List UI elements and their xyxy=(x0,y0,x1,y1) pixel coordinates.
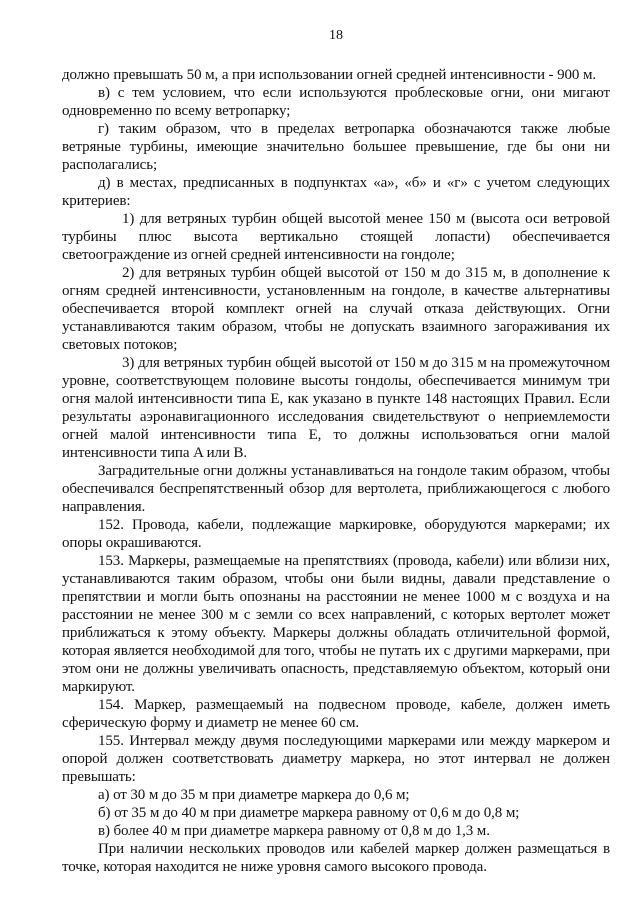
paragraph-clause-155: 155. Интервал между двумя последующими маркерами или между маркером и опорой должен соответствовать диаметру маркера, но этот интервал не должен превышать: xyxy=(62,733,610,785)
paragraph-clause-154: 154. Маркер, размещаемый на подвесном проводе, кабеле, должен иметь сферическую форму и диаметр не менее 60 см. xyxy=(62,697,610,731)
paragraph-item-d: д) в местах, предписанных в подпунктах «а», «б» и «г» с учетом следующих критериев: xyxy=(62,175,610,209)
paragraph-continuation: должно превышать 50 м, а при использовании огней средней интенсивности - 900 м. xyxy=(62,67,596,83)
document-body xyxy=(62,66,610,876)
paragraph-clause-152: 152. Провода, кабели, подлежащие маркировке, оборудуются маркерами; их опоры окрашиваются. xyxy=(62,517,610,551)
paragraph-subitem-3: 3) для ветряных турбин общей высотой от 150 м до 315 м на промежуточном уровне, соответствующем половине высоты гондолы, обеспечивается минимум три огня малой интенсивности типа E, как указано в пункте 148 настоящих Правил. Если результаты аэронавигационного исследования свидетельствуют о неприемлемости огней малой интенсивности типа E, то должны использоваться огни малой интенсивности типа A или B. xyxy=(62,355,610,461)
paragraph-item-v: в) с тем условием, что если используются проблесковые огни, они мигают одновременно по всему ветропарку; xyxy=(62,85,610,119)
paragraph-interval-v: в) более 40 м при диаметре маркера равному от 0,8 м до 1,3 м. xyxy=(98,823,490,839)
paragraph-item-g: г) таким образом, что в пределах ветропарка обозначаются также любые ветряные турбины, имеющие значительно большее превышение, где бы они ни располагались; xyxy=(62,121,610,173)
paragraph-subitem-2: 2) для ветряных турбин общей высотой от 150 м до 315 м, в дополнение к огням средней интенсивности, установленным на гондоле, в качестве альтернативы обеспечивается второй комплект огней на случай отказа действующих. Огни устанавливаются таким образом, чтобы не допускать взаимного загораживания их световых потоков; xyxy=(62,265,610,353)
paragraph-interval-b: б) от 35 м до 40 м при диаметре маркера равному от 0,6 м до 0,8 м; xyxy=(98,805,520,821)
page-number: 18 xyxy=(329,28,343,43)
paragraph-clause-153: 153. Маркеры, размещаемые на препятствиях (провода, кабели) или вблизи них, устанавливаются таким образом, чтобы они были видны, давали представление о препятствии и могли быть опознаны на расстоянии не менее 1000 м с воздуха и на расстоянии не менее 300 м с земли со всех направлений, с которых вертолет может приближаться к этому объекту. Маркеры должны обладать отличительной формой, которая является необходимой для того, чтобы не путать их с другими маркерами, при этом они не должны увеличивать опасность, представляемую объектом, который они маркируют. xyxy=(62,553,610,695)
paragraph-multiple-wires: При наличии нескольких проводов или кабелей маркер должен размещаться в точке, которая находится не ниже уровня самого высокого провода. xyxy=(62,841,610,875)
paragraph-interval-a: а) от 30 м до 35 м при диаметре маркера до 0,6 м; xyxy=(98,787,410,803)
paragraph-subitem-1: 1) для ветряных турбин общей высотой менее 150 м (высота оси ветровой турбины плюс высота вертикально стоящей лопасти) обеспечивается светоограждение из огней средней интенсивности на гондоле; xyxy=(62,211,610,263)
paragraph-obstruction-lights: Заградительные огни должны устанавливаться на гондоле таким образом, чтобы обеспечивался беспрепятственный обзор для вертолета, приближающегося с любого направления. xyxy=(62,463,610,515)
document-page xyxy=(62,28,610,876)
